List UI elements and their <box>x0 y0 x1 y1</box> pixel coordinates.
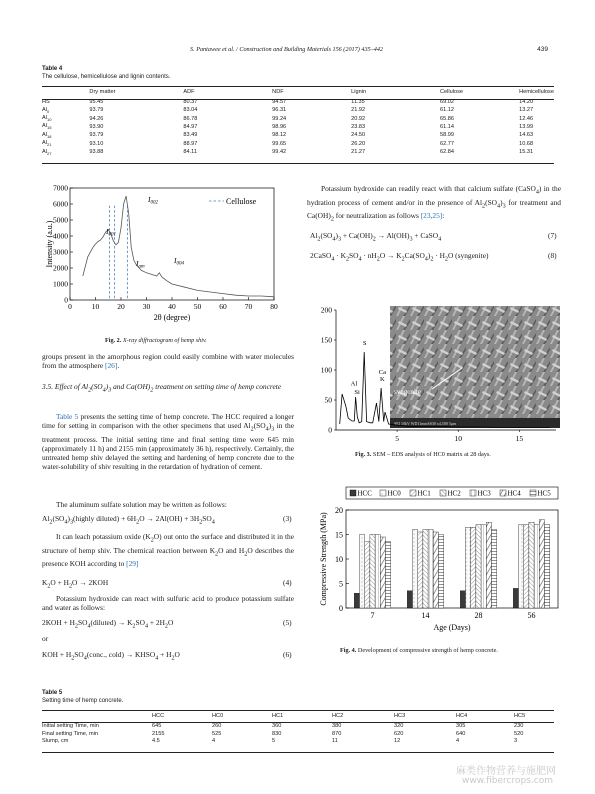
table-header-cell: HC5 <box>514 713 526 719</box>
table-cell: 230 <box>514 723 524 730</box>
bar <box>471 527 476 608</box>
table-row <box>42 107 554 115</box>
left-para-5 <box>42 594 294 612</box>
table-cell: 61.12 <box>440 107 454 114</box>
xrd-curve <box>83 196 274 297</box>
eq5: $2KOH + H_2SO_4(diluted) \to K_2SO_4 + 2H_2O$ <box>42 618 174 630</box>
x-tick-label: 0 <box>68 302 72 311</box>
bar <box>380 537 385 608</box>
table-cell: 21.27 <box>351 149 366 156</box>
legend-swatch <box>470 490 476 496</box>
x-tick-label: 80 <box>270 302 278 311</box>
table-cell: 93.90 <box>89 123 104 130</box>
table-cell: 14.63 <box>519 132 534 139</box>
x-tick-label: 10 <box>454 434 462 443</box>
table-cell: 86.78 <box>183 115 198 122</box>
x-tick-label: 50 <box>193 302 202 311</box>
bar <box>413 530 418 608</box>
y-tick-label: 5 <box>339 579 343 589</box>
y-tick-label: 0 <box>64 295 68 305</box>
eq8-number: (8) <box>548 251 557 260</box>
legend-label: HC2 <box>447 489 461 498</box>
table-cell: 94.57 <box>272 99 287 106</box>
table-header-row <box>42 713 554 720</box>
eq7-number: (7) <box>548 231 557 240</box>
table-cell: 65.86 <box>440 115 454 122</box>
table-cell: Final setting Time, min <box>42 730 98 737</box>
bar <box>460 591 465 608</box>
table-cell: 3 <box>514 737 518 744</box>
eds-peak-label: S <box>362 339 367 347</box>
table-header-cell: Dry matter <box>89 89 116 95</box>
table-header-cell: HC2 <box>332 713 344 719</box>
table-cell: 98.12 <box>272 132 287 139</box>
table-cell: 69.02 <box>440 99 454 106</box>
table-row <box>42 140 554 148</box>
table-cell: 520 <box>514 730 524 737</box>
table-cell: 83.04 <box>183 107 198 114</box>
watermark-cn: 麻类作物营养与施肥网 <box>456 766 556 777</box>
y-axis-label: Intensity (a.u.) <box>45 220 54 268</box>
table-header-cell: ADF <box>183 89 195 95</box>
table-header-cell <box>42 713 152 720</box>
legend-label: HC1 <box>417 489 431 498</box>
table-cell: 62.84 <box>440 149 454 156</box>
bar <box>433 532 438 608</box>
table-cell: 4 <box>456 737 460 744</box>
table-header-cell: HC1 <box>272 713 284 719</box>
table-cell: 360 <box>272 723 282 730</box>
table-cell: Initial setting Time, min <box>42 723 99 730</box>
bar <box>492 530 497 608</box>
y-tick-label: 5000 <box>53 215 68 225</box>
eq8: 2CaSO$_4$ · $K_2SO_4 \cdot nH_2O \to K_2Ca(SO_4)_2 \cdot H_2O$ (syngenite) <box>310 251 489 263</box>
table-cell: 10.68 <box>519 140 534 147</box>
table-header-cell: NDF <box>272 89 284 95</box>
eq3: $Al_2(SO_4)_3(highly$ diluted) + $6H_2O \to 2Al(OH) + 3H_2SO_4$ <box>42 514 215 526</box>
fig3-caption <box>355 451 491 458</box>
table-row <box>42 99 554 106</box>
table4-label: Table 4 <box>42 66 63 72</box>
table-cell: $Al_{15}$ <box>42 123 52 131</box>
table-cell: 99.42 <box>272 149 287 156</box>
bar <box>439 535 444 609</box>
bar <box>354 593 359 608</box>
x-tick-label: 14 <box>421 611 430 620</box>
sem-meta: SEI 10kV WD11mmSS30 x4,500 5μm <box>394 421 457 426</box>
table-row <box>42 149 554 157</box>
table5-caption <box>42 690 123 705</box>
running-header: S. Pantawee et al. / Construction and Building Materials 156 (2017) 435–442 <box>190 46 384 53</box>
fig3-caption-text: SEM – EDS analysis of HC0 matrix at 28 days. <box>372 451 491 458</box>
y-tick-label: 10 <box>335 555 343 564</box>
table-cell: 13.27 <box>519 107 534 114</box>
legend-swatch <box>350 490 356 496</box>
y-tick-label: 0 <box>328 425 332 435</box>
table4 <box>42 89 554 157</box>
x-tick-label: 5 <box>395 434 399 443</box>
table-cell: 2155 <box>152 730 165 737</box>
y-tick-label: 15 <box>335 530 343 540</box>
table-cell: $Al_{27}$ <box>42 148 52 156</box>
legend-label: HC4 <box>507 489 521 498</box>
bar <box>486 522 491 608</box>
right-para-1-text: Potassium hydroxide can readily react with that calcium sulfate (CaSO$_4$) in the hydration process of cement and/or in the presence of $Al_2(SO_4)_3$ for treatment and $Ca(OH)_2$ for neutralization as follows [23,25]: <box>307 184 561 223</box>
eq7: $Al_2(SO_4)_3 + Ca(OH)_2 \to Al(OH)_3$ + CaSO$_4$ <box>310 231 442 243</box>
table-cell: 640 <box>456 730 466 737</box>
eq3-number: (3) <box>283 514 292 523</box>
eq5-number: (5) <box>283 618 292 627</box>
table-cell: 61.14 <box>440 123 454 130</box>
sem-image <box>390 306 560 428</box>
fig3-caption-label: Fig. 3. <box>355 451 372 458</box>
table-cell: 305 <box>456 723 466 730</box>
bar <box>360 535 365 609</box>
table5 <box>42 713 554 745</box>
left-para-3 <box>42 500 294 509</box>
eq6: KOH + $H_2SO_4(conc$., cold) → $KHSO_4 + H_2O$ <box>42 650 180 662</box>
x-tick-label: 60 <box>219 302 227 311</box>
left-para-3-text: The aluminum sulfate solution may be written as follows: <box>56 500 227 509</box>
table5-label: Table 5 <box>42 690 63 696</box>
table-cell: 4.5 <box>152 737 160 744</box>
legend-label: HC3 <box>477 489 491 498</box>
legend-label: HC0 <box>387 489 401 498</box>
table-cell: 93.88 <box>89 149 104 156</box>
bar <box>481 525 486 608</box>
table-cell: 525 <box>212 730 222 737</box>
table-cell: 96.31 <box>272 107 287 114</box>
x-tick-label: 30 <box>142 302 151 311</box>
or-text: or <box>42 634 49 643</box>
page-number: 439 <box>537 46 548 53</box>
left-para-5-text: Potassium hydroxide can react with sulfuric acid to produce potassium sulfate and water as follows: <box>42 594 294 613</box>
x-tick-label: 7 <box>370 611 375 620</box>
table-cell: 830 <box>272 730 282 737</box>
table-cell: 645 <box>152 723 162 730</box>
bar <box>370 535 375 609</box>
y-axis-label: Compressive Strength (MPa) <box>319 512 328 606</box>
x-axis-label: 2θ (degree) <box>153 313 191 322</box>
bar <box>418 532 423 608</box>
table-cell: Slump, cm <box>42 737 69 744</box>
table4-title: The cellulose, hemicellulose and lignin contents. <box>42 73 171 80</box>
bar <box>529 522 534 608</box>
fig4-caption <box>340 647 498 654</box>
bar <box>407 591 412 608</box>
table-cell: 12.46 <box>519 115 534 122</box>
section-heading: 3.5. Effect of $Al_2(SO_4)_3$ and $Ca(OH)_2$ treatment on setting time of hemp concrete <box>42 382 282 394</box>
table-cell: $Al_0$ <box>42 106 50 114</box>
eds-peak-label: Si <box>354 389 360 396</box>
table-cell: 84.11 <box>183 149 197 156</box>
table-cell: 83.49 <box>183 132 198 139</box>
table-cell: 15.31 <box>519 149 534 156</box>
x-tick-label: 56 <box>527 611 536 620</box>
watermark-url: www.fibercrops.com <box>462 776 553 786</box>
bar <box>513 588 518 608</box>
legend-swatch <box>500 490 506 496</box>
bar <box>423 530 428 608</box>
left-para-2 <box>42 412 294 472</box>
table-cell: 320 <box>394 723 404 730</box>
table-cell: 80.37 <box>183 99 198 106</box>
table-cell: 95.45 <box>89 99 104 106</box>
x-tick-label: 40 <box>168 302 176 311</box>
table-cell: 26.20 <box>351 140 366 147</box>
legend-swatch <box>530 490 536 496</box>
peak-annotation: $I_{004}$ <box>174 256 184 267</box>
table-cell: 23.83 <box>351 123 366 130</box>
y-tick-label: 6000 <box>53 199 68 209</box>
table-cell: 21.92 <box>351 107 366 114</box>
x-axis-label: Age (Days) <box>433 623 471 632</box>
y-tick-label: 200 <box>320 305 332 315</box>
eq4: $K_2O + H_2O \to 2KOH$ <box>42 578 109 590</box>
table-cell: 13.99 <box>519 123 534 130</box>
table4-caption <box>42 66 170 81</box>
x-tick-label: 20 <box>117 302 125 311</box>
left-para-1: groups present in the amorphous region could easily combine with water molecules from the atmosphere [26]. <box>42 352 294 371</box>
bar <box>466 527 471 608</box>
right-para-1 <box>307 184 561 225</box>
eds-peak-label: K <box>380 375 385 383</box>
bar <box>524 525 529 608</box>
table-row <box>42 115 554 123</box>
table-cell: 12 <box>394 737 401 744</box>
peak-annotation: $I_{002}$ <box>148 195 158 206</box>
table-cell: 93.79 <box>89 132 104 139</box>
table-cell: 5 <box>272 737 276 744</box>
table-cell: $Al_{21}$ <box>42 140 52 148</box>
table-cell: 88.97 <box>183 140 198 147</box>
x-tick-label: 10 <box>91 302 100 311</box>
left-para-4 <box>42 532 294 569</box>
table-header-cell: HCC <box>152 713 165 719</box>
legend-label: HC5 <box>537 489 551 498</box>
legend-swatch <box>380 490 386 496</box>
table5-title: Setting time of hemp concrete. <box>42 697 124 704</box>
y-tick-label: 7000 <box>53 183 68 193</box>
fig2-caption-text: X-ray diffractogram of hemp shiv. <box>122 337 207 344</box>
legend-swatch <box>440 490 446 496</box>
table-header-cell: HC3 <box>394 713 406 719</box>
table-cell: $Al_{18}$ <box>42 131 52 139</box>
syngenite-label: syngenite <box>394 388 421 396</box>
y-tick-label: 3000 <box>53 247 68 257</box>
bar <box>534 525 539 608</box>
table-row <box>42 723 554 730</box>
fig4-legend <box>346 487 558 499</box>
fig2-caption-label: Fig. 2. <box>105 337 122 344</box>
y-tick-label: 0 <box>339 604 343 613</box>
fig4-caption-text: Development of compressive strength of hemp concrete. <box>357 647 498 654</box>
y-tick-label: 1000 <box>53 279 68 289</box>
y-tick-label: 50 <box>324 395 332 405</box>
table-header-row <box>42 89 554 96</box>
table-row <box>42 731 554 738</box>
table-cell: 99.65 <box>272 140 287 147</box>
table-cell: 98.96 <box>272 123 287 130</box>
y-tick-label: 100 <box>320 365 332 375</box>
table-header-cell: Hemicellulose <box>519 89 554 95</box>
table-cell: 260 <box>212 723 222 730</box>
table-cell: 14.20 <box>519 99 534 106</box>
eds-peak-label: Ca <box>378 369 387 377</box>
y-tick-label: 4000 <box>53 231 68 241</box>
table-cell: 24.50 <box>351 132 366 139</box>
table-cell: 4 <box>212 737 216 744</box>
y-tick-label: 2000 <box>53 263 68 273</box>
eds-peak-label: Al <box>350 380 358 388</box>
table-header-cell: Lignin <box>351 89 367 95</box>
table-cell: 99.24 <box>272 115 287 122</box>
left-para-4-text: It can leach potassium oxide $(K_2O)$ out onto the surface and distributed it in the structure of hemp shiv. The chemical reaction between $K_2O$ and $H_2O$ describes the presence KOH according to [29] <box>42 532 294 569</box>
table-row <box>42 132 554 140</box>
fig2-xrd-chart <box>44 180 284 330</box>
table-cell: 93.10 <box>89 140 104 147</box>
eq6-number: (6) <box>283 650 292 659</box>
table-row <box>42 738 554 745</box>
x-tick-label: 28 <box>474 611 483 620</box>
legend-swatch <box>410 490 416 496</box>
table-cell: 93.79 <box>89 107 104 114</box>
table-header-cell: HC0 <box>212 713 224 719</box>
bar <box>539 520 544 608</box>
table-cell: 84.97 <box>183 123 198 130</box>
bar <box>428 530 433 608</box>
table-cell: 58.99 <box>440 132 454 139</box>
table-row <box>42 123 554 131</box>
table-cell: 20.92 <box>351 115 366 122</box>
table-cell: 11.35 <box>351 99 365 106</box>
bar <box>545 525 550 608</box>
table-cell: 62.77 <box>440 140 454 147</box>
fig3-eds-chart <box>312 302 564 452</box>
peak-annotation: $I_{am}$ <box>136 259 145 270</box>
table-header-cell: HC4 <box>456 713 468 719</box>
table-cell: 11 <box>332 737 338 744</box>
y-tick-label: 150 <box>320 335 332 345</box>
table-cell: $Al_{10}$ <box>42 115 52 123</box>
bar <box>386 542 391 608</box>
table-cell: 94.26 <box>89 115 104 122</box>
peak-annotation: $I_{001}$ <box>106 227 116 238</box>
left-para-2-text: Table 5 presents the setting time of hemp concrete. The HCC required a longer time for setting in comparison with the other specimens that used $Al_2(SO_4)_3$ in the treatment process. The initial setting time and final setting time were 645 min (approximately 11 h) and 2155 min (approximately 36 h), respectively. Certainly, the untreated hemp shiv delayed the setting and hardening of hemp concrete due to the water-solubility of shiv resulting in the retardation of hydration of cement. <box>42 412 294 472</box>
table-header-cell <box>42 89 89 96</box>
table-cell: HS <box>42 99 50 106</box>
eq4-number: (4) <box>283 578 292 587</box>
bar <box>519 525 524 608</box>
fig4-bar-chart <box>312 484 564 644</box>
x-tick-label: 70 <box>244 302 253 311</box>
x-tick-label: 15 <box>515 434 524 443</box>
fig2-caption <box>105 337 207 344</box>
bar <box>375 535 380 609</box>
table-header-cell: Cellulose <box>440 89 464 95</box>
bar <box>365 542 370 608</box>
legend-label: HCC <box>357 489 372 498</box>
bar <box>476 525 481 608</box>
legend-label: Cellulose <box>226 197 257 206</box>
y-tick-label: 20 <box>335 506 343 515</box>
table-cell: 380 <box>332 723 342 730</box>
table-cell: 620 <box>394 730 404 737</box>
table-cell: 870 <box>332 730 342 737</box>
fig4-caption-label: Fig. 4. <box>340 647 357 654</box>
